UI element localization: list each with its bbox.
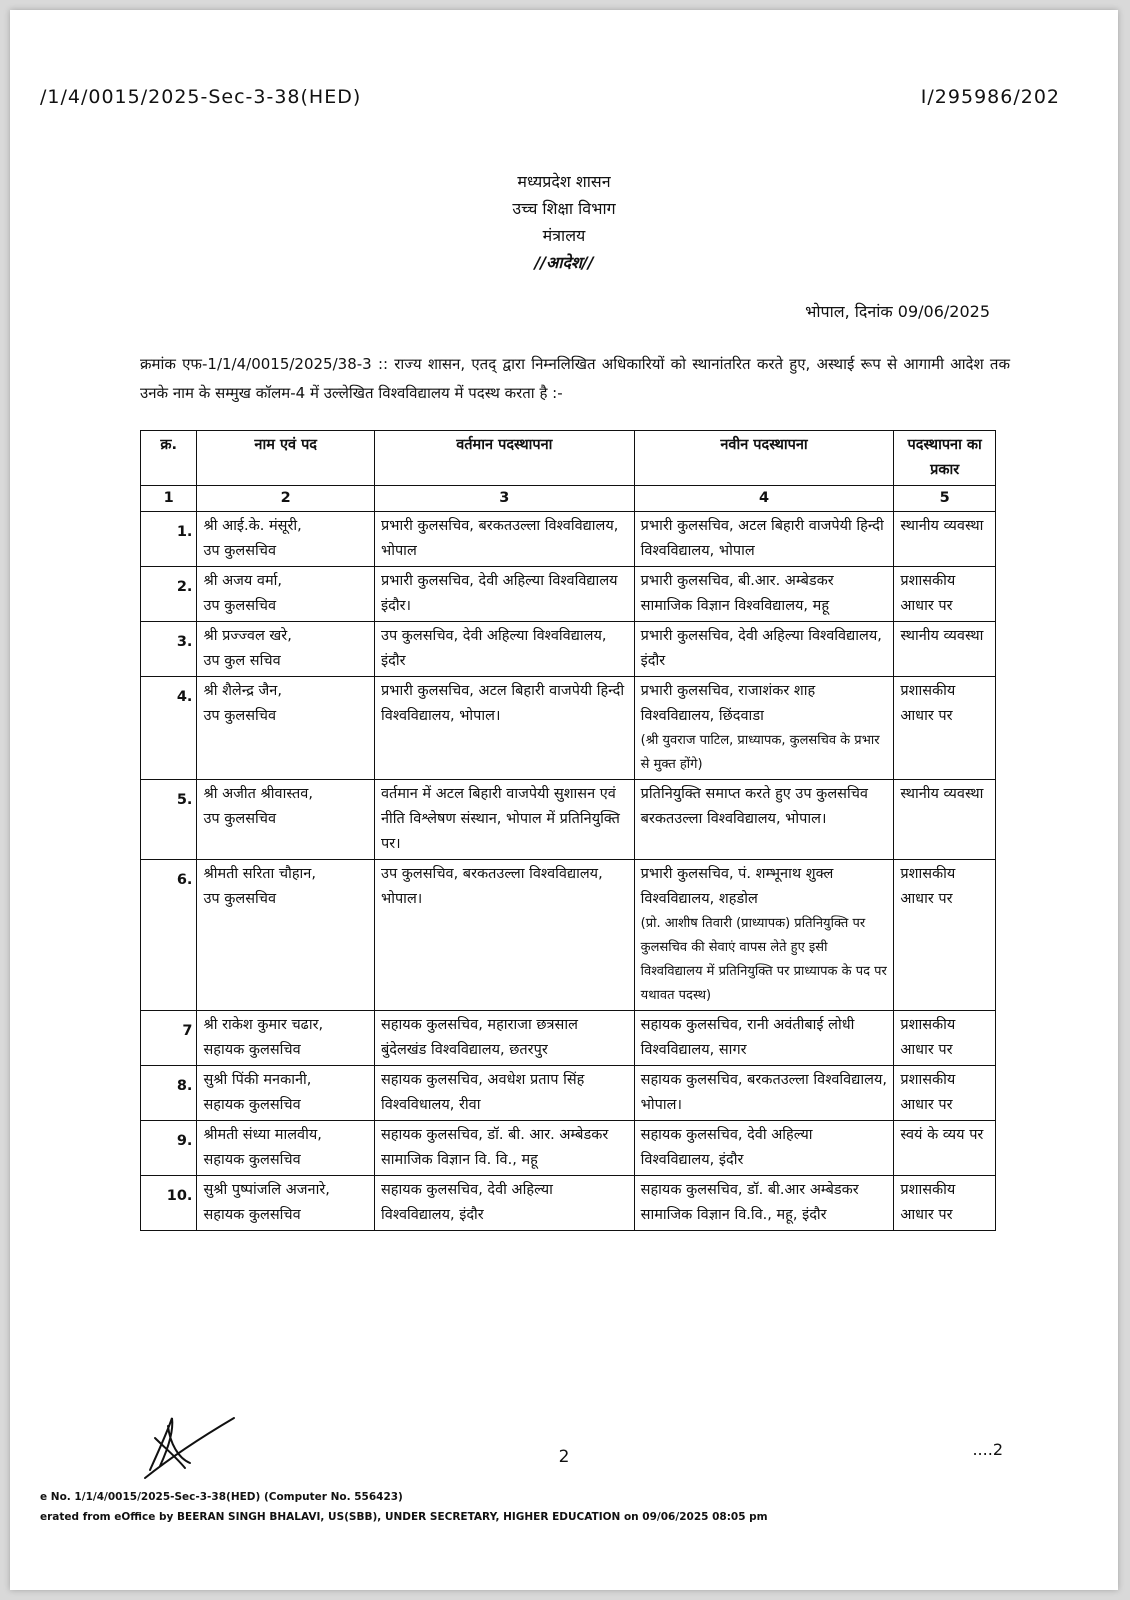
page-number: 2: [558, 1447, 570, 1467]
serial-number: 5.: [141, 780, 197, 860]
order-intro-paragraph: क्रमांक एफ-1/1/4/0015/2025/38-3 :: राज्य शासन, एतद् द्वारा निम्नलिखित अधिकारियों को स्थानांतरित करते हुए, अस्थाई रूप से आगामी आदेश तक उनके नाम के सम्मुख कॉलम-4 में उल्लेखित विश्वविद्यालय में पदस्थ करता है :-: [140, 355, 1010, 402]
officer-name: श्री शैलेन्द्र जैन,: [203, 683, 282, 699]
header-new-posting: नवीन पदस्थापना: [634, 431, 894, 486]
serial-number: 7: [141, 1011, 197, 1066]
name-post-cell: [197, 1066, 375, 1121]
new-posting-cell: [634, 780, 894, 860]
posting-table: [140, 430, 996, 1231]
file-number-left: /1/4/0015/2025-Sec-3-38(HED): [40, 86, 362, 108]
posting-type-cell: स्थानीय व्यवस्था: [894, 512, 996, 567]
file-number-right: I/295986/202: [920, 86, 1060, 108]
order-title: //आदेश//: [534, 253, 594, 272]
table-row: [141, 567, 996, 622]
new-posting-cell: [634, 1176, 894, 1231]
table-row: [141, 1121, 996, 1176]
posting-type-cell: स्थानीय व्यवस्था: [894, 780, 996, 860]
new-posting-cell: [634, 677, 894, 780]
current-posting-cell: उप कुलसचिव, देवी अहिल्या विश्वविद्यालय, इंदौर: [375, 622, 635, 677]
name-post-cell: [197, 1176, 375, 1231]
column-number: 1: [141, 486, 197, 512]
new-posting-text: सहायक कुलसचिव, देवी अहिल्या विश्वविद्यालय, इंदौर: [640, 1127, 813, 1168]
table-row: [141, 780, 996, 860]
officer-post: सहायक कुलसचिव: [203, 1152, 301, 1168]
new-posting-text: सहायक कुलसचिव, डॉ. बी.आर अम्बेडकर सामाजिक विज्ञान वि.वि., महू, इंदौर: [640, 1182, 859, 1223]
posting-type-cell: प्रशासकीय आधार पर: [894, 1176, 996, 1231]
header-name-post: नाम एवं पद: [197, 431, 375, 486]
posting-note: (श्री युवराज पाटिल, प्राध्यापक, कुलसचिव के प्रभार से मुक्त होंगे): [640, 733, 880, 772]
officer-name: सुश्री पुष्पांजलि अजनारे,: [203, 1182, 330, 1198]
current-posting-cell: वर्तमान में अटल बिहारी वाजपेयी सुशासन एवं नीति विश्लेषण संस्थान, भोपाल में प्रतिनियुक्ति पर।: [375, 780, 635, 860]
posting-type-cell: प्रशासकीय आधार पर: [894, 677, 996, 780]
document-heading: [10, 168, 1118, 276]
officer-name: श्री प्रज्ज्वल खरे,: [203, 628, 292, 644]
serial-number: 10.: [141, 1176, 197, 1231]
current-posting-cell: प्रभारी कुलसचिव, बरकतउल्ला विश्वविद्यालय, भोपाल: [375, 512, 635, 567]
posting-type-cell: प्रशासकीय आधार पर: [894, 860, 996, 1011]
header-current-posting: वर्तमान पदस्थापना: [375, 431, 635, 486]
continued-marker: ....2: [972, 1440, 1003, 1459]
name-post-cell: [197, 622, 375, 677]
column-number: 5: [894, 486, 996, 512]
column-number: 4: [634, 486, 894, 512]
officer-name: श्री राकेश कुमार चढार,: [203, 1017, 324, 1033]
new-posting-text: प्रभारी कुलसचिव, देवी अहिल्या विश्वविद्यालय, इंदौर: [640, 628, 882, 669]
officer-name: श्रीमती संध्या मालवीय,: [203, 1127, 322, 1143]
serial-number: 1.: [141, 512, 197, 567]
table-row: [141, 1011, 996, 1066]
new-posting-cell: [634, 512, 894, 567]
current-posting-cell: सहायक कुलसचिव, डॉ. बी. आर. अम्बेडकर सामाजिक विज्ञान वि. वि., महू: [375, 1121, 635, 1176]
header-serial: क्र.: [141, 431, 197, 486]
new-posting-text: प्रभारी कुलसचिव, बी.आर. अम्बेडकर सामाजिक विज्ञान विश्वविद्यालय, महू: [640, 573, 834, 614]
current-posting-cell: सहायक कुलसचिव, महाराजा छत्रसाल बुंदेलखंड विश्वविद्यालय, छतरपुर: [375, 1011, 635, 1066]
officer-post: उप कुल सचिव: [203, 653, 281, 669]
new-posting-text: प्रभारी कुलसचिव, पं. शम्भूनाथ शुक्ल विश्वविद्यालय, शहडोल: [640, 866, 834, 907]
officer-post: उप कुलसचिव: [203, 543, 277, 559]
table-body: [141, 512, 996, 1231]
officer-name: श्रीमती सरिता चौहान,: [203, 866, 316, 882]
new-posting-cell: [634, 1011, 894, 1066]
footer-generated-line: erated from eOffice by BEERAN SINGH BHALAVI, US(SBB), UNDER SECRETARY, HIGHER EDUCATION on 09/06/2025 08:05 pm: [40, 1511, 768, 1523]
new-posting-cell: [634, 567, 894, 622]
posting-type-cell: प्रशासकीय आधार पर: [894, 1011, 996, 1066]
name-post-cell: [197, 677, 375, 780]
signature: [130, 1408, 240, 1483]
column-number-row: [141, 486, 996, 512]
serial-number: 4.: [141, 677, 197, 780]
eoffice-footer: [40, 1487, 768, 1527]
officer-post: सहायक कुलसचिव: [203, 1042, 301, 1058]
posting-note: (प्रो. आशीष तिवारी (प्राध्यापक) प्रतिनियुक्ति पर कुलसचिव की सेवाएं वापस लेते हुए इसी विश्वविद्यालय में प्रतिनियुक्ति पर प्राध्यापक के पद पर यथावत पदस्थ): [640, 916, 887, 1003]
table-row: [141, 677, 996, 780]
posting-type-cell: स्वयं के व्यय पर: [894, 1121, 996, 1176]
officer-name: श्री अजीत श्रीवास्तव,: [203, 786, 313, 802]
new-posting-cell: [634, 860, 894, 1011]
officer-post: उप कुलसचिव: [203, 598, 277, 614]
serial-number: 3.: [141, 622, 197, 677]
current-posting-cell: प्रभारी कुलसचिव, देवी अहिल्या विश्वविद्यालय इंदौर।: [375, 567, 635, 622]
name-post-cell: [197, 512, 375, 567]
table-row: [141, 512, 996, 567]
table-row: [141, 1176, 996, 1231]
name-post-cell: [197, 780, 375, 860]
name-post-cell: [197, 1121, 375, 1176]
officer-post: सहायक कुलसचिव: [203, 1207, 301, 1223]
officer-name: श्री अजय वर्मा,: [203, 573, 283, 589]
footer-file-line: e No. 1/1/4/0015/2025-Sec-3-38(HED) (Computer No. 556423): [40, 1491, 403, 1503]
table-header-row: [141, 431, 996, 486]
new-posting-cell: [634, 1066, 894, 1121]
new-posting-text: सहायक कुलसचिव, रानी अवंतीबाई लोधी विश्वविद्यालय, सागर: [640, 1017, 855, 1058]
serial-number: 6.: [141, 860, 197, 1011]
name-post-cell: [197, 860, 375, 1011]
document-page: [10, 10, 1118, 1590]
posting-type-cell: स्थानीय व्यवस्था: [894, 622, 996, 677]
column-number: 2: [197, 486, 375, 512]
officer-post: सहायक कुलसचिव: [203, 1097, 301, 1113]
officer-name: सुश्री पिंकी मनकानी,: [203, 1072, 312, 1088]
table-row: [141, 622, 996, 677]
table-row: [141, 1066, 996, 1121]
heading-ministry: मंत्रालय: [542, 226, 586, 245]
heading-government: मध्यप्रदेश शासन: [517, 172, 611, 191]
current-posting-cell: उप कुलसचिव, बरकतउल्ला विश्वविद्यालय, भोपाल।: [375, 860, 635, 1011]
officer-post: उप कुलसचिव: [203, 891, 277, 907]
column-number: 3: [375, 486, 635, 512]
posting-type-cell: प्रशासकीय आधार पर: [894, 1066, 996, 1121]
header-posting-type: पदस्थापना का प्रकार: [894, 431, 996, 486]
posting-type-cell: प्रशासकीय आधार पर: [894, 567, 996, 622]
new-posting-text: प्रतिनियुक्ति समाप्त करते हुए उप कुलसचिव बरकतउल्ला विश्वविद्यालय, भोपाल।: [640, 786, 868, 827]
serial-number: 8.: [141, 1066, 197, 1121]
heading-department: उच्च शिक्षा विभाग: [512, 199, 616, 218]
current-posting-cell: सहायक कुलसचिव, अवधेश प्रताप सिंह विश्वविधालय, रीवा: [375, 1066, 635, 1121]
serial-number: 2.: [141, 567, 197, 622]
place-date: भोपाल, दिनांक 09/06/2025: [805, 302, 990, 321]
current-posting-cell: सहायक कुलसचिव, देवी अहिल्या विश्वविद्यालय, इंदौर: [375, 1176, 635, 1231]
new-posting-text: प्रभारी कुलसचिव, राजाशंकर शाह विश्वविद्यालय, छिंदवाडा: [640, 683, 816, 724]
new-posting-cell: [634, 1121, 894, 1176]
name-post-cell: [197, 567, 375, 622]
name-post-cell: [197, 1011, 375, 1066]
new-posting-cell: [634, 622, 894, 677]
new-posting-text: प्रभारी कुलसचिव, अटल बिहारी वाजपेयी हिन्दी विश्वविद्यालय, भोपाल: [640, 518, 884, 559]
officer-post: उप कुलसचिव: [203, 708, 277, 724]
current-posting-cell: प्रभारी कुलसचिव, अटल बिहारी वाजपेयी हिन्दी विश्वविद्यालय, भोपाल।: [375, 677, 635, 780]
table-row: [141, 860, 996, 1011]
officer-post: उप कुलसचिव: [203, 811, 277, 827]
new-posting-text: सहायक कुलसचिव, बरकतउल्ला विश्वविद्यालय, भोपाल।: [640, 1072, 887, 1113]
officer-name: श्री आई.के. मंसूरी,: [203, 518, 302, 534]
serial-number: 9.: [141, 1121, 197, 1176]
